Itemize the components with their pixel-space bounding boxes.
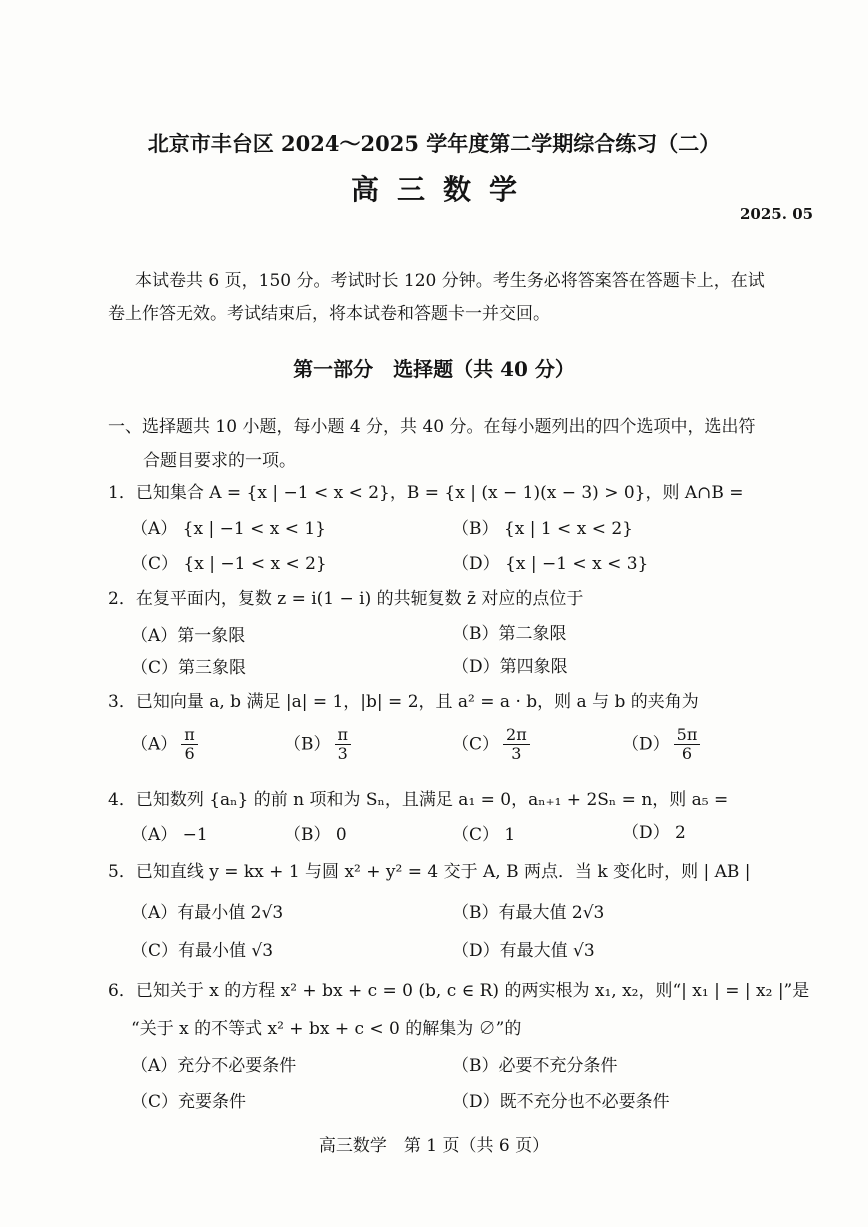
section-instruction-1: 一、选择题共 10 小题，每小题 4 分，共 40 分。在每小题列出的四个选项中，选出符 — [108, 417, 756, 437]
question-3-stem: 3．已知向量 a, b 满足 |a| = 1，|b| = 2，且 a² = a · b，则 a 与 b 的夹角为 — [108, 692, 699, 712]
question-3-option-c-label: （C） — [452, 734, 500, 755]
question-6-option-a: （A）充分不必要条件 — [131, 1056, 297, 1076]
question-2-option-c: （C）第三象限 — [131, 658, 247, 678]
question-3-option-c — [452, 726, 530, 764]
question-1-stem: 1．已知集合 A = {x | −1 < x < 2}，B = {x | (x − 1)(x − 3) > 0}，则 A∩B = — [108, 483, 744, 503]
question-4-option-a: （A） −1 — [131, 825, 208, 845]
fraction-numerator: π — [181, 726, 198, 745]
question-6-option-d: （D）既不充分也不必要条件 — [452, 1092, 670, 1112]
question-1-option-b: （B） {x | 1 < x < 2} — [452, 519, 633, 539]
intro-line-1: 本试卷共 6 页，150 分。考试时长 120 分钟。考生务必将答案答在答题卡上，在试 — [135, 271, 765, 291]
question-3-option-b-label: （B） — [284, 734, 331, 755]
question-3-option-c-fraction — [503, 726, 530, 764]
question-3-option-b — [284, 726, 351, 764]
question-5-option-c: （C）有最小值 √3 — [131, 941, 274, 961]
fraction-numerator: 2π — [503, 726, 530, 745]
page-footer: 高三数学 第 1 页（共 6 页） — [318, 1136, 550, 1156]
question-3-option-d — [622, 726, 700, 764]
question-6-option-b: （B）必要不充分条件 — [452, 1056, 618, 1076]
question-1-option-a: （A） {x | −1 < x < 1} — [131, 519, 327, 539]
question-4-stem: 4．已知数列 {aₙ} 的前 n 项和为 Sₙ，且满足 a₁ = 0，aₙ₊₁ + 2Sₙ = n，则 a₅ = — [108, 790, 729, 810]
question-5-option-a: （A）有最小值 2√3 — [131, 903, 284, 923]
question-5-stem: 5．已知直线 y = kx + 1 与圆 x² + y² = 4 交于 A, B 两点．当 k 变化时，则 | AB | — [108, 862, 751, 882]
question-4-option-b: （B） 0 — [284, 825, 347, 845]
fraction-numerator: π — [335, 726, 352, 745]
question-3-option-d-label: （D） — [622, 734, 670, 755]
fraction-denominator: 6 — [184, 744, 195, 764]
fraction-denominator: 3 — [511, 744, 522, 764]
section-title: 第一部分 选择题（共 40 分） — [293, 357, 575, 381]
question-3-option-b-fraction — [335, 726, 352, 764]
question-2-option-b: （B）第二象限 — [452, 624, 567, 644]
question-1-option-c: （C） {x | −1 < x < 2} — [131, 554, 327, 574]
fraction-denominator: 6 — [681, 744, 693, 764]
question-6-option-c: （C）充要条件 — [131, 1092, 247, 1112]
question-2-stem: 2．在复平面内，复数 z = i(1 − i) 的共轭复数 z̄ 对应的点位于 — [108, 589, 584, 609]
question-6-stem: 6．已知关于 x 的方程 x² + bx + c = 0 (b, c ∈ R) 的两实根为 x₁, x₂，则“| x₁ | = | x₂ |”是 — [108, 981, 810, 1001]
question-5-option-d: （D）有最大值 √3 — [452, 941, 595, 961]
section-instruction-2: 合题目要求的一项。 — [143, 451, 296, 471]
question-3-option-a — [131, 726, 198, 764]
question-5-option-b: （B）有最大值 2√3 — [452, 903, 605, 923]
subject-title: 高三数学 — [350, 173, 535, 206]
question-2-option-d: （D）第四象限 — [452, 657, 568, 677]
exam-title: 北京市丰台区 2024～2025 学年度第二学期综合练习（二） — [147, 131, 721, 156]
fraction-numerator: 5π — [674, 726, 701, 745]
question-3-option-a-fraction — [181, 726, 198, 764]
intro-line-2: 卷上作答无效。考试结束后，将本试卷和答题卡一并交回。 — [108, 304, 550, 324]
question-4-option-d: （D） 2 — [622, 823, 686, 843]
question-4-option-c: （C） 1 — [452, 825, 516, 845]
question-2-option-a: （A）第一象限 — [131, 626, 246, 646]
exam-date: 2025. 05 — [740, 205, 814, 223]
fraction-denominator: 3 — [337, 744, 348, 764]
question-6-stem-continued: “关于 x 的不等式 x² + bx + c < 0 的解集为 ∅”的 — [131, 1019, 522, 1039]
question-1-option-d: （D） {x | −1 < x < 3} — [452, 554, 649, 574]
question-3-option-d-fraction — [674, 726, 701, 764]
question-3-option-a-label: （A） — [131, 734, 178, 755]
